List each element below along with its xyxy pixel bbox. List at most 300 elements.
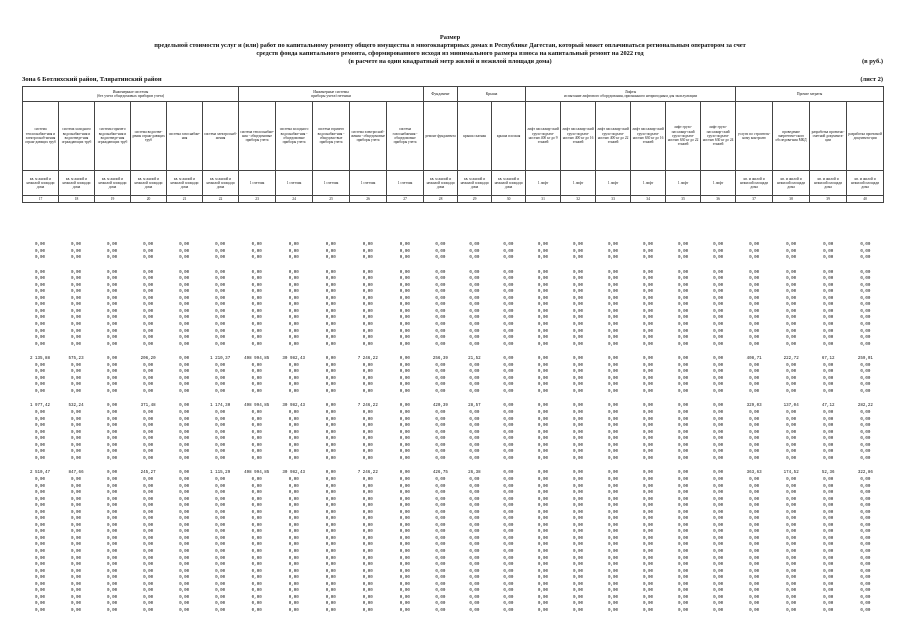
table-cell: 0,00 (71, 543, 82, 548)
table-cell: 0,00 (823, 376, 834, 381)
table-cell: 0,00 (362, 376, 373, 381)
table-cell: 0,00 (34, 543, 46, 548)
table-cell: 52,36 (821, 471, 835, 476)
table-cell: 0,00 (288, 290, 299, 295)
table-cell: 0,00 (325, 370, 336, 375)
table-cell: 0,00 (823, 582, 834, 587)
table-cell: 0,00 (107, 283, 118, 288)
table-cell: 0,00 (107, 316, 118, 321)
table-cell: 0,00 (537, 243, 548, 247)
table-cell: 0,00 (288, 376, 299, 381)
table-cell: 0,00 (399, 270, 410, 275)
table-cell: 0,00 (607, 383, 619, 388)
table-cell: 0,00 (362, 602, 373, 607)
table-cell: 0,00 (572, 549, 584, 554)
table-cell: 0,00 (179, 608, 190, 613)
table-cell: 0,00 (215, 608, 226, 613)
table-cell: 0,00 (713, 504, 724, 509)
table-cell: 0,00 (572, 389, 584, 394)
table-cell: 0,00 (399, 357, 410, 362)
table-cell: 0,00 (215, 243, 226, 247)
table-cell: 0,00 (251, 543, 262, 548)
table-cell: 0,00 (643, 370, 654, 375)
table-cell: 0,00 (179, 471, 190, 476)
table-cell: 0,00 (469, 523, 480, 528)
table-cell: 0,00 (143, 370, 154, 375)
table-cell: 0,00 (823, 569, 834, 574)
table-cell: 0,00 (749, 437, 760, 442)
table-cell: 0,00 (143, 608, 154, 613)
table-cell: 0,00 (786, 283, 797, 288)
table-cell: 420,39 (432, 404, 448, 409)
table-cell: 0,00 (860, 569, 871, 574)
table-cell: 0,00 (469, 497, 480, 502)
table-cell: 0,00 (179, 342, 190, 347)
table-cell: 0,00 (823, 270, 834, 275)
table-cell: 0,00 (823, 576, 834, 581)
table-cell: 0,00 (143, 411, 154, 416)
table-cell: 0,00 (325, 543, 336, 548)
column-header: лифт пассажир-ский грузо-подъем-ностью 400 кг до 9 этажей (526, 102, 561, 171)
table-cell: 0,00 (643, 256, 654, 261)
table-cell: 0,00 (678, 556, 689, 561)
table-cell: 0,00 (823, 249, 834, 254)
table-cell: 0,00 (860, 342, 871, 347)
table-cell: 0,00 (107, 595, 118, 600)
table-cell: 0,00 (399, 243, 410, 247)
table-cell: 0,00 (399, 471, 410, 476)
table-cell: 0,00 (143, 563, 154, 568)
table-cell: 0,00 (362, 530, 373, 535)
table-cell: 0,00 (179, 389, 190, 394)
table-cell: 0,00 (572, 404, 584, 409)
table-cell: 363,63 (746, 471, 762, 476)
table-cell: 0,00 (251, 411, 262, 416)
table-cell: 0,00 (643, 576, 654, 581)
table-cell: 0,00 (399, 370, 410, 375)
table-cell: 0,00 (503, 523, 514, 528)
table-cell: 1 115,29 (210, 471, 231, 476)
table-cell: 2 135,88 (29, 357, 51, 362)
table-cell: 0,00 (362, 249, 373, 254)
table-cell: 0,00 (435, 523, 446, 528)
table-cell: 0,00 (362, 517, 373, 522)
table-cell: 0,00 (786, 523, 797, 528)
table-cell: 0,00 (537, 510, 548, 515)
table-cell: 0,00 (572, 336, 584, 341)
table-cell: 0,00 (251, 283, 262, 288)
table-cell: 0,00 (678, 270, 689, 275)
table-cell: 0,00 (362, 536, 373, 541)
table-cell: 256,39 (432, 357, 448, 362)
table-cell: 0,00 (860, 417, 871, 422)
table-cell: 0,00 (503, 543, 514, 548)
table-cell: 0,00 (713, 296, 724, 301)
table-cell: 0,00 (469, 256, 480, 261)
table-cell: 0,00 (71, 329, 82, 334)
table-cell: 0,00 (713, 471, 724, 476)
table-cell: 0,00 (71, 336, 82, 341)
table-cell: 0,00 (288, 309, 299, 314)
table-cell: 0,00 (399, 336, 410, 341)
table-cell: 0,00 (107, 336, 118, 341)
column-header: система газоснабжения - общедомовые приборы учета (387, 102, 424, 171)
table-cell: 0,00 (288, 608, 299, 613)
table-cell: 0,00 (607, 517, 619, 522)
table-cell: 0,00 (713, 543, 724, 548)
table-cell: 0,00 (107, 602, 118, 607)
table-cell: 0,00 (34, 363, 46, 368)
table-cell: 0,00 (325, 569, 336, 574)
table-cell: 0,00 (860, 450, 871, 455)
table-cell: 0,00 (469, 543, 480, 548)
table-cell: 0,00 (643, 504, 654, 509)
table-cell: 0,00 (215, 456, 226, 461)
table-cell: 0,00 (503, 303, 514, 308)
table-cell: 0,00 (786, 256, 797, 261)
table-cell: 0,00 (469, 411, 480, 416)
table-cell: 0,00 (469, 309, 480, 314)
table-cell: 0,00 (215, 563, 226, 568)
table-cell: 0,00 (215, 383, 226, 388)
table-cell: 0,00 (215, 329, 226, 334)
table-cell: 0,00 (362, 363, 373, 368)
table-cell: 0,00 (288, 256, 299, 261)
column-number: 40 (847, 196, 884, 203)
table-cell: 0,00 (399, 404, 410, 409)
table-cell: 0,00 (288, 249, 299, 254)
table-cell: 0,00 (435, 569, 446, 574)
table-cell: 0,00 (251, 376, 262, 381)
table-cell: 0,00 (643, 608, 654, 613)
table-cell: 0,00 (251, 517, 262, 522)
table-cell: 0,00 (399, 430, 410, 435)
table-cell: 0,00 (537, 530, 548, 535)
table-cell: 0,00 (34, 270, 46, 275)
table-cell: 0,00 (572, 484, 584, 489)
table-cell: 0,00 (643, 411, 654, 416)
table-cell: 0,00 (179, 523, 190, 528)
table-cell: 0,00 (325, 576, 336, 581)
table-cell: 0,00 (251, 450, 262, 455)
table-cell: 0,00 (362, 569, 373, 574)
table-cell: 0,00 (537, 411, 548, 416)
table-cell: 2 510,47 (29, 471, 51, 476)
table-cell: 0,00 (860, 376, 871, 381)
table-cell: 0,00 (143, 243, 154, 247)
table-cell: 0,00 (215, 450, 226, 455)
table-cell: 0,00 (823, 484, 834, 489)
table-cell: 0,00 (643, 497, 654, 502)
table-cell: 0,00 (823, 556, 834, 561)
table-cell: 0,00 (34, 411, 46, 416)
table-cell: 0,00 (251, 549, 262, 554)
table-cell: 0,00 (860, 510, 871, 515)
column-number: 32 (561, 196, 596, 203)
table-cell: 0,00 (399, 417, 410, 422)
table-cell: 0,00 (362, 582, 373, 587)
table-cell: 0,00 (399, 510, 410, 515)
table-cell: 0,00 (572, 510, 584, 515)
table-cell: 0,00 (325, 450, 336, 455)
table-cell: 0,00 (643, 283, 654, 288)
table-cell: 0,00 (325, 563, 336, 568)
table-cell: 0,00 (34, 309, 46, 314)
table-cell: 0,00 (607, 589, 619, 594)
table-cell: 0,00 (537, 484, 548, 489)
table-cell: 0,00 (34, 556, 46, 561)
table-cell: 0,00 (251, 504, 262, 509)
table-cell: 30 982,43 (282, 357, 306, 362)
table-cell: 0,00 (362, 243, 373, 247)
table-cell: 0,00 (469, 270, 480, 275)
table-cell: 0,00 (179, 477, 190, 482)
table-cell: 26,38 (468, 471, 481, 476)
table-cell: 0,00 (288, 283, 299, 288)
table-cell: 0,00 (643, 549, 654, 554)
table-cell: 0,00 (325, 283, 336, 288)
table-cell: 0,00 (749, 430, 760, 435)
table-cell: 0,00 (749, 510, 760, 515)
table-cell: 0,00 (678, 370, 689, 375)
table-cell: 0,00 (435, 543, 446, 548)
table-cell: 0,00 (860, 523, 871, 528)
table-cell: 0,00 (823, 497, 834, 502)
table-cell: 0,00 (678, 569, 689, 574)
table-cell: 0,00 (215, 484, 226, 489)
table-cell: 0,00 (399, 569, 410, 574)
table-cell: 0,00 (860, 277, 871, 282)
table-cell: 0,00 (786, 497, 797, 502)
table-cell: 0,00 (71, 491, 82, 496)
table-cell: 0,00 (749, 256, 760, 261)
table-cell: 0,00 (362, 443, 373, 448)
table-cell: 0,00 (572, 417, 584, 422)
table-cell: 0,00 (399, 249, 410, 254)
table-cell: 0,00 (749, 543, 760, 548)
table-cell: 30 982,43 (282, 471, 306, 476)
table-cell: 0,00 (786, 303, 797, 308)
column-number: 27 (387, 196, 424, 203)
table-cell: 0,00 (749, 424, 760, 429)
table-cell: 0,00 (179, 290, 190, 295)
table-cell: 0,00 (713, 243, 724, 247)
table-cell: 0,00 (537, 589, 548, 594)
table-cell: 0,00 (537, 370, 548, 375)
table-cell: 0,00 (288, 316, 299, 321)
table-cell: 0,00 (786, 363, 797, 368)
table-cell: 0,00 (607, 303, 619, 308)
table-cell: 0,00 (469, 417, 480, 422)
table-cell: 0,00 (288, 336, 299, 341)
table-cell: 0,00 (572, 283, 584, 288)
table-cell: 0,00 (71, 523, 82, 528)
table-cell: 0,00 (288, 491, 299, 496)
table-cell: 0,00 (435, 536, 446, 541)
column-header: лифт пассажир-ский грузо-подъем-ностью 400 кг до 22 этажей (596, 102, 631, 171)
table-cell: 0,00 (288, 450, 299, 455)
table-cell: 0,00 (179, 450, 190, 455)
table-cell: 0,00 (713, 595, 724, 600)
table-cell: 0,00 (469, 569, 480, 574)
table-cell: 0,00 (71, 602, 82, 607)
table-cell: 0,00 (607, 430, 619, 435)
table-cell: 0,00 (325, 602, 336, 607)
table-cell: 0,00 (288, 563, 299, 568)
table-cell: 0,00 (469, 336, 480, 341)
table-cell: 7 246,22 (357, 471, 378, 476)
table-cell: 0,00 (572, 411, 584, 416)
table-cell: 0,00 (860, 430, 871, 435)
table-cell: 0,00 (823, 296, 834, 301)
table-cell: 0,00 (143, 582, 154, 587)
table-cell: 0,00 (143, 424, 154, 429)
column-header: система теплоснабже-ния - общедомовые приборы учета (239, 102, 276, 171)
table-cell: 0,00 (107, 523, 118, 528)
table-cell: 0,00 (399, 303, 410, 308)
table-cell: 0,00 (435, 589, 446, 594)
table-cell: 0,00 (435, 437, 446, 442)
table-cell: 0,00 (179, 404, 190, 409)
table-cell: 0,00 (71, 497, 82, 502)
table-cell: 0,00 (251, 336, 262, 341)
table-cell: 0,00 (325, 342, 336, 347)
table-cell: 0,00 (325, 517, 336, 522)
table-cell: 0,00 (749, 504, 760, 509)
title-line-3: средств фонда капитального ремонта, сформированного исходя из минимального размера взноса на капитальный ремонт на 2022 год (256, 50, 644, 57)
table-cell: 0,00 (503, 383, 514, 388)
table-cell: 0,00 (71, 342, 82, 347)
table-cell: 0,00 (469, 456, 480, 461)
table-cell: 0,00 (713, 450, 724, 455)
table-cell: 0,00 (607, 363, 619, 368)
table-cell: 0,00 (215, 296, 226, 301)
table-cell: 0,00 (678, 602, 689, 607)
table-cell: 0,00 (71, 363, 82, 368)
table-cell: 0,00 (435, 309, 446, 314)
table-cell: 0,00 (713, 510, 724, 515)
table-cell: 0,00 (713, 376, 724, 381)
table-cell: 0,00 (215, 443, 226, 448)
table-cell: 0,00 (107, 536, 118, 541)
table-cell: 0,00 (107, 243, 118, 247)
table-cell: 0,00 (71, 270, 82, 275)
table-cell: 0,00 (143, 417, 154, 422)
table-cell: 0,00 (251, 602, 262, 607)
table-cell: 0,00 (215, 536, 226, 541)
table-cell: 0,00 (678, 430, 689, 435)
table-cell: 0,00 (713, 443, 724, 448)
table-cell: 0,00 (107, 549, 118, 554)
table-cell: 0,00 (362, 383, 373, 388)
table-cell: 0,00 (215, 491, 226, 496)
table-cell: 0,00 (749, 523, 760, 528)
table-cell: 0,00 (362, 589, 373, 594)
table-cell: 0,00 (107, 491, 118, 496)
table-cell: 0,00 (325, 510, 336, 515)
column-unit: 1 лифт (701, 171, 736, 196)
table-cell: 0,00 (435, 342, 446, 347)
table-cell: 0,00 (215, 510, 226, 515)
column-header: система горячего водоснабже-ния и водоотведе-ния ограждающих труб (95, 102, 131, 171)
table-cell: 0,00 (288, 437, 299, 442)
table-cell: 0,00 (362, 316, 373, 321)
table-cell: 0,00 (34, 256, 46, 261)
table-cell: 0,00 (325, 491, 336, 496)
table-cell: 0,00 (288, 536, 299, 541)
table-cell: 0,00 (325, 309, 336, 314)
table-cell: 0,00 (823, 336, 834, 341)
table-cell: 0,00 (572, 543, 584, 548)
table-cell: 498 994,85 (244, 471, 270, 476)
table-cell: 30 982,43 (282, 404, 306, 409)
table-cell: 0,00 (643, 602, 654, 607)
table-cell: 0,00 (713, 316, 724, 321)
table-cell: 0,00 (469, 477, 480, 482)
table-cell: 0,00 (362, 556, 373, 561)
table-cell: 1 210,37 (210, 357, 231, 362)
table-cell: 0,00 (251, 497, 262, 502)
table-cell: 0,00 (678, 491, 689, 496)
table-cell: 0,00 (107, 323, 118, 328)
table-cell: 0,00 (503, 249, 514, 254)
table-cell: 0,00 (107, 290, 118, 295)
table-cell: 0,00 (678, 404, 689, 409)
table-cell: 0,00 (71, 450, 82, 455)
table-cell: 0,00 (503, 243, 514, 247)
column-unit: кв. м жилой и нежилой площади дома (424, 171, 458, 196)
table-cell: 0,00 (107, 484, 118, 489)
table-cell: 0,00 (34, 510, 46, 515)
table-cell: 0,00 (143, 491, 154, 496)
table-cell: 0,00 (179, 576, 190, 581)
table-cell: 0,00 (469, 303, 480, 308)
table-cell: 0,00 (678, 376, 689, 381)
table-cell: 0,00 (860, 437, 871, 442)
table-cell: 0,00 (786, 270, 797, 275)
table-cell: 0,00 (325, 411, 336, 416)
table-cell: 0,00 (503, 556, 514, 561)
table-cell: 0,00 (823, 329, 834, 334)
table-cell: 0,00 (325, 363, 336, 368)
table-cell: 0,00 (469, 323, 480, 328)
table-cell: 0,00 (215, 497, 226, 502)
table-cell: 0,00 (288, 595, 299, 600)
table-cell: 0,00 (399, 323, 410, 328)
table-cell: 0,00 (503, 563, 514, 568)
table-cell: 0,00 (749, 383, 760, 388)
table-cell: 0,00 (749, 497, 760, 502)
table-cell: 0,00 (399, 589, 410, 594)
table-cell: 0,00 (469, 549, 480, 554)
table-cell: 0,00 (34, 296, 46, 301)
table-cell: 0,00 (399, 316, 410, 321)
table-cell: 0,00 (678, 497, 689, 502)
column-header: лифт пассажир-ский грузо-подъем-ностью 630 кг до 16 этажей (631, 102, 666, 171)
table-cell: 0,00 (71, 484, 82, 489)
table-cell: 0,00 (607, 243, 619, 247)
table-cell: 0,00 (537, 303, 548, 308)
table-cell: 0,00 (860, 249, 871, 254)
table-cell: 0,00 (823, 517, 834, 522)
table-cell: 0,00 (713, 576, 724, 581)
table-cell: 0,00 (34, 370, 46, 375)
table-cell: 0,00 (749, 336, 760, 341)
column-unit: 1 счетчик (276, 171, 313, 196)
column-unit: 1 лифт (631, 171, 666, 196)
table-cell: 0,00 (749, 243, 760, 247)
table-cell: 0,00 (143, 589, 154, 594)
